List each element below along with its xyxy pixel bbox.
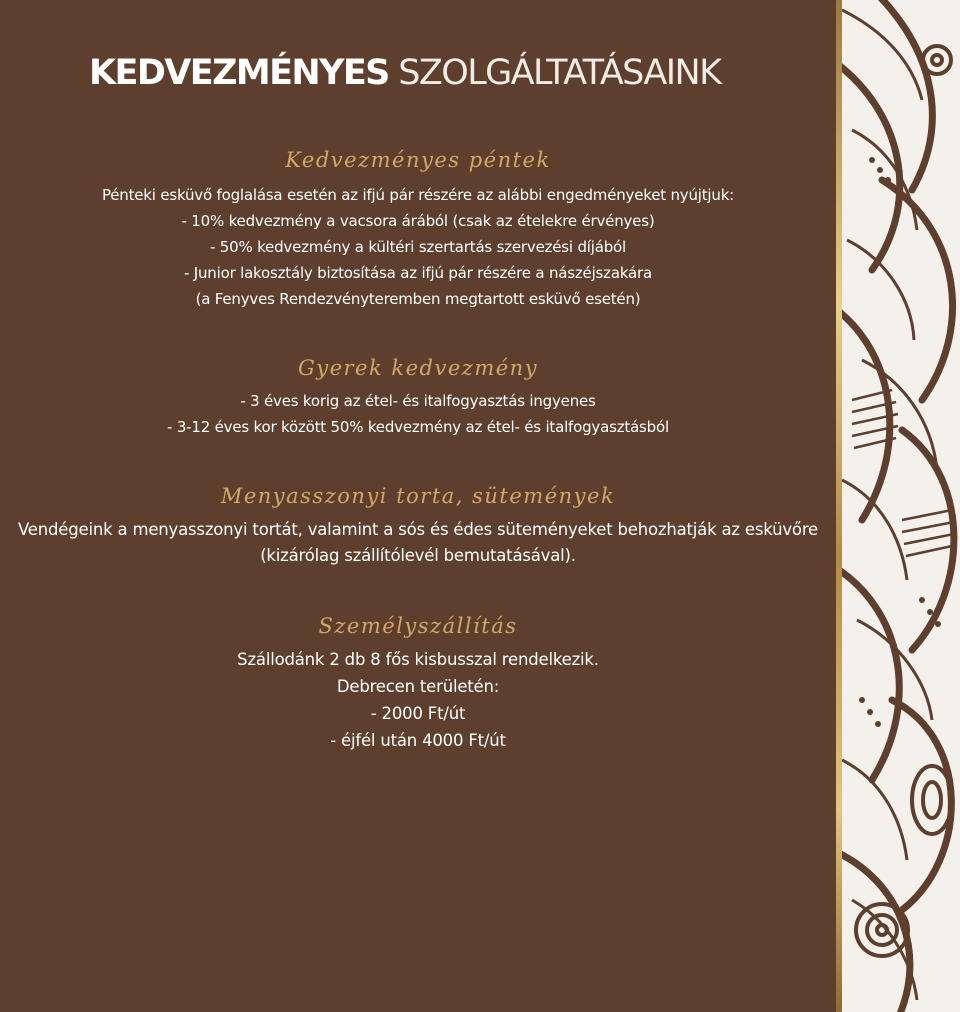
friday-line: - Junior lakosztály biztosítása az ifjú pár részére a nászéjszakára xyxy=(184,264,652,282)
section-heading-cake: Menyasszonyi torta, sütemények xyxy=(220,484,616,508)
henna-ornament-icon xyxy=(842,0,960,1012)
children-line: - 3-12 éves kor között 50% kedvezmény az étel- és italfogyasztásból xyxy=(167,418,669,436)
cake-line: (kizárólag szállítólevél bemutatásával). xyxy=(260,546,576,565)
children-line: - 3 éves korig az étel- és italfogyasztás ingyenes xyxy=(240,392,596,410)
page-title xyxy=(89,52,720,94)
friday-line: - 50% kedvezmény a kültéri szertartás szervezési díjából xyxy=(210,238,626,256)
friday-line: Pénteki esküvő foglalása esetén az ifjú pár részére az alábbi engedményeket nyújtjuk: xyxy=(101,186,735,204)
section-heading-transport: Személyszállítás xyxy=(318,614,518,638)
section-heading-friday: Kedvezményes péntek xyxy=(285,148,551,172)
cake-line: Vendégeink a menyasszonyi tortát, valamint a sós és édes süteményeket behozhatják az esküvőre xyxy=(18,520,818,539)
transport-line: Szállodánk 2 db 8 fős kisbusszal rendelkezik. xyxy=(237,650,599,669)
transport-line: Debrecen területén: xyxy=(336,677,500,696)
transport-line: - 2000 Ft/út xyxy=(370,704,466,723)
friday-line: (a Fenyves Rendezvényteremben megtartott esküvő esetén) xyxy=(195,290,641,308)
section-heading-children: Gyerek kedvezmény xyxy=(297,356,539,380)
page-title-bold: KEDVEZMÉNYES xyxy=(89,53,389,93)
friday-line: - 10% kedvezmény a vacsora árából (csak az ételekre érvényes) xyxy=(181,212,655,230)
transport-line: - éjfél után 4000 Ft/út xyxy=(330,731,506,750)
page-title-light: SZOLGÁLTATÁSAINK xyxy=(398,53,721,93)
